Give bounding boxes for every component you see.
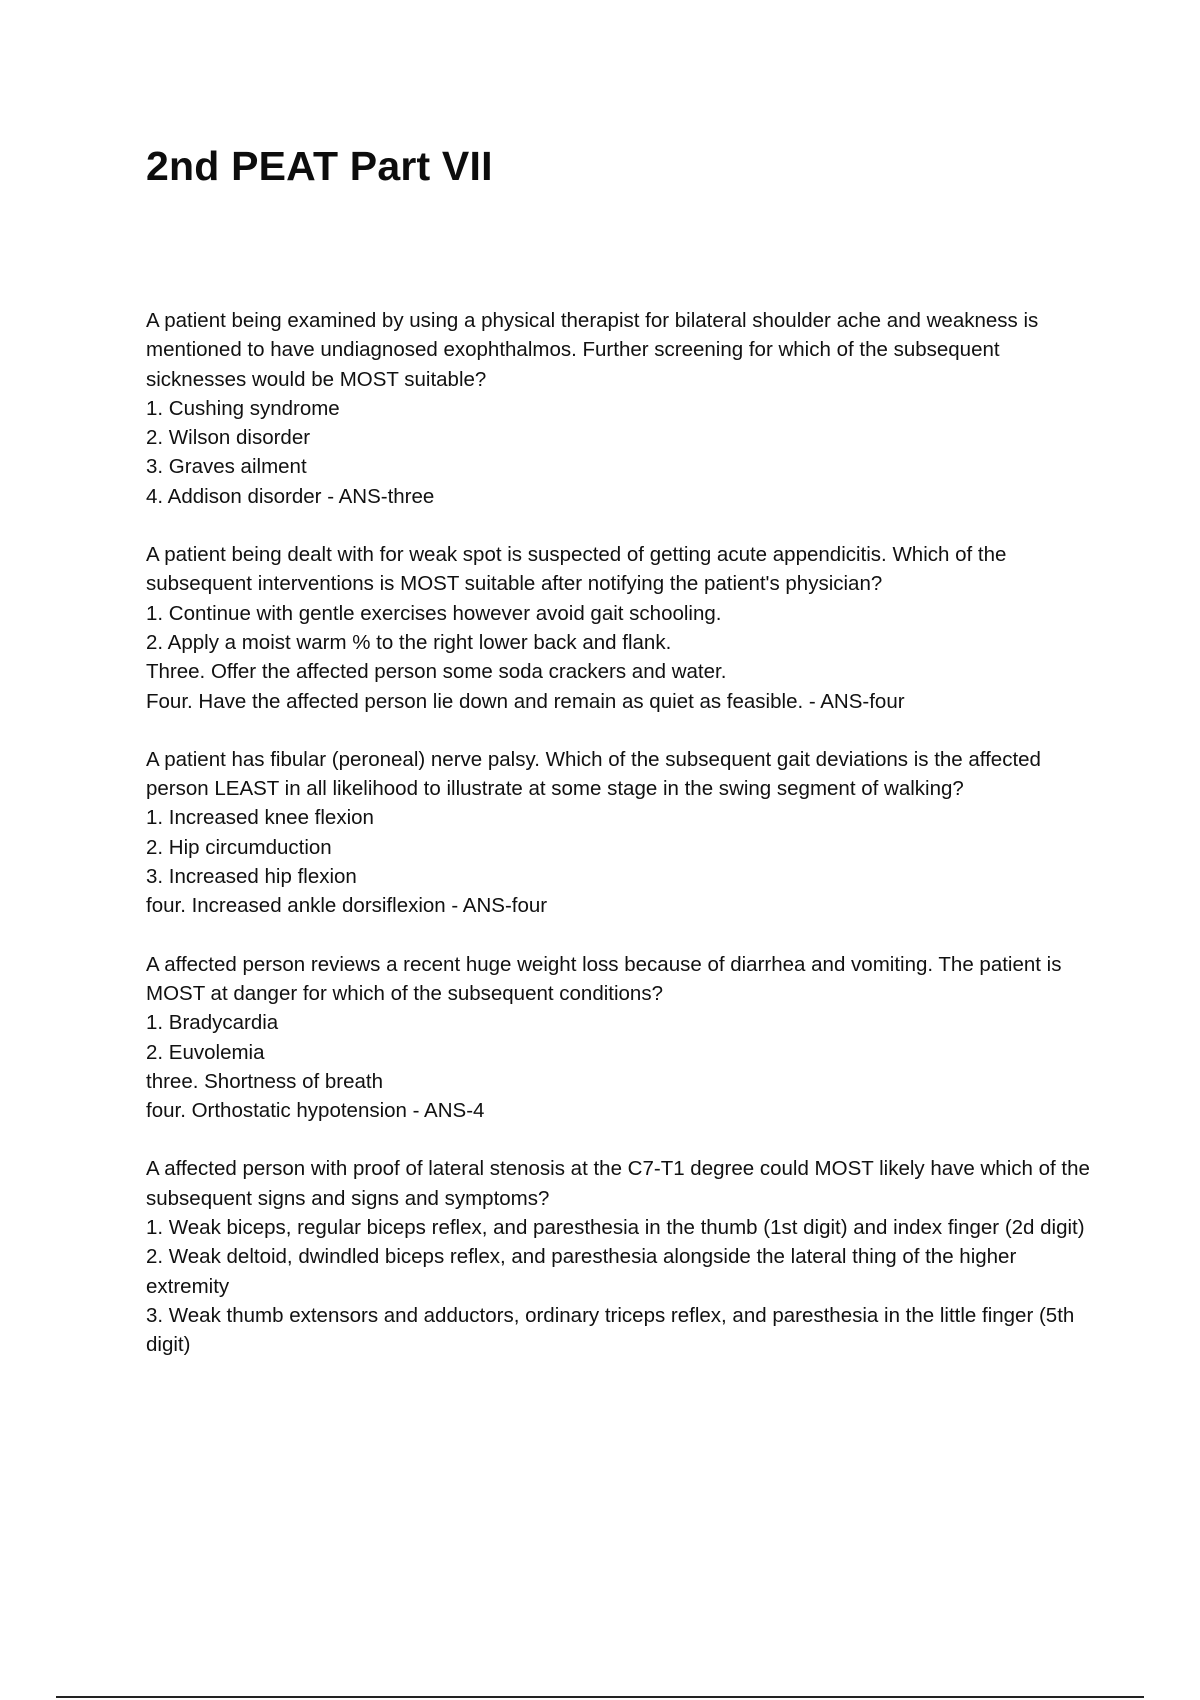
answer-option: 1. Continue with gentle exercises however avoid gait schooling. <box>146 601 722 625</box>
question-block <box>146 745 1094 921</box>
question-block <box>146 1154 1094 1359</box>
question-stem: A patient has fibular (peroneal) nerve palsy. Which of the subsequent gait deviations is the affected person LEAST in all likelihood to illustrate at some stage in the swing segment of walking? <box>146 747 1041 801</box>
answer-option: 1. Bradycardia <box>146 1011 279 1035</box>
answer-option: 2. Hip circumduction <box>146 835 332 859</box>
answer-option: Four. Have the affected person lie down and remain as quiet as feasible. - ANS-four <box>146 689 905 713</box>
answer-option: 2. Euvolemia <box>146 1040 265 1064</box>
question-stem: A affected person with proof of lateral stenosis at the C7-T1 degree could MOST likely have which of the subsequent signs and signs and symptoms? <box>146 1157 1090 1210</box>
answer-option: 2. Apply a moist warm % to the right lower back and flank. <box>146 630 672 654</box>
answer-option: 1. Increased knee flexion <box>146 806 374 830</box>
footer-divider <box>56 1696 1144 1698</box>
question-stem: A affected person reviews a recent huge weight loss because of diarrhea and vomiting. The patient is MOST at danger for which of the subsequent conditions? <box>146 952 1062 1005</box>
answer-option: 1. Weak biceps, regular biceps reflex, and paresthesia in the thumb (1st digit) and index finger (2d digit) <box>146 1216 1085 1240</box>
answer-option: 1. Cushing syndrome <box>146 396 340 420</box>
question-block <box>146 306 1094 511</box>
page-title: 2nd PEAT Part VII <box>146 143 493 189</box>
answer-option: 3. Graves ailment <box>146 455 307 479</box>
question-stem: A patient being examined by using a physical therapist for bilateral shoulder ache and weakness is mentioned to have undiagnosed exophthalmos. Further screening for which of the subsequent sicknesses would be MOST suitable? <box>146 309 1039 391</box>
answer-option: four. Increased ankle dorsiflexion - ANS-four <box>146 894 548 918</box>
question-block <box>146 540 1094 716</box>
question-block <box>146 950 1094 1126</box>
answer-option: three. Shortness of breath <box>146 1069 384 1093</box>
question-stem: A patient being dealt with for weak spot is suspected of getting acute appendicitis. Which of the subsequent interventions is MOST suitable after notifying the patient's physician? <box>146 543 1007 596</box>
answer-option: 4. Addison disorder - ANS-three <box>146 484 435 508</box>
answer-option: 2. Weak deltoid, dwindled biceps reflex, and paresthesia alongside the lateral thing of the higher extremity <box>146 1245 1017 1298</box>
answer-option: 2. Wilson disorder <box>146 426 311 450</box>
answer-option: 3. Increased hip flexion <box>146 865 357 889</box>
document-body <box>146 306 1094 1389</box>
answer-option: four. Orthostatic hypotension - ANS-4 <box>146 1099 485 1123</box>
answer-option: Three. Offer the affected person some soda crackers and water. <box>146 660 727 684</box>
answer-option: 3. Weak thumb extensors and adductors, ordinary triceps reflex, and paresthesia in the little finger (5th digit) <box>146 1303 1075 1357</box>
